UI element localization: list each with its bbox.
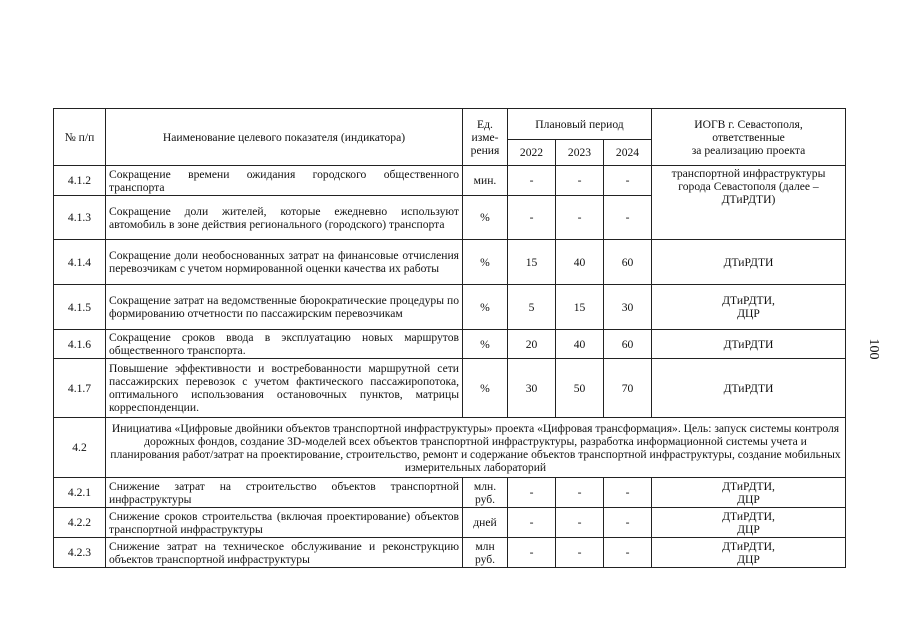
row-resp: ДТиРДТИ, ДЦР — [652, 478, 846, 508]
row-2024: 70 — [604, 359, 652, 418]
row-num: 4.1.3 — [54, 196, 106, 240]
row-name: Сокращение затрат на ведомственные бюрократические процедуры по формированию отчетности по пассажирским перевозчикам — [106, 285, 463, 330]
indicators-table — [53, 108, 846, 568]
row-2023: - — [556, 538, 604, 568]
header-resp: ИОГВ г. Севастополя, ответственные за реализацию проекта — [652, 109, 846, 166]
row-2024: 30 — [604, 285, 652, 330]
row-2023: 50 — [556, 359, 604, 418]
initiative-num: 4.2 — [54, 418, 106, 478]
row-2023: - — [556, 508, 604, 538]
row-name: Сокращение времени ожидания городского общественного транспорта — [106, 166, 463, 196]
row-num: 4.1.4 — [54, 240, 106, 285]
header-year-2022: 2022 — [508, 140, 556, 166]
row-num: 4.1.7 — [54, 359, 106, 418]
row-2023: 40 — [556, 330, 604, 359]
row-2022: 30 — [508, 359, 556, 418]
row-2023: 40 — [556, 240, 604, 285]
initiative-text: Инициатива «Цифровые двойники объектов транспортной инфраструктуры» проекта «Цифровая трансформация». Цель: запуск системы контроля дорожных фондов, создание 3D-моделей всех объектов транспортной инфраструктуры, разработка информационной системы учета и планирования работ/затрат на проектирование, строительство, ремонт и содержание объектов транспортной инфраструктуры, создание мобильных измерительных лабораторий — [106, 418, 846, 478]
page-number: 100 — [866, 338, 881, 360]
row-unit: млн. руб. — [463, 478, 508, 508]
row-unit: дней — [463, 508, 508, 538]
initiative-row — [54, 418, 846, 478]
row-2022: - — [508, 478, 556, 508]
row-unit: % — [463, 330, 508, 359]
row-unit: мин. — [463, 166, 508, 196]
row-2022: - — [508, 538, 556, 568]
merged-resp-text: транспортной инфраструктуры города Севастополя (далее – ДТиРДТИ) — [671, 167, 826, 206]
row-2022: 20 — [508, 330, 556, 359]
row-resp: ДТиРДТИ — [652, 240, 846, 285]
header-num: № п/п — [54, 109, 106, 166]
row-name: Снижение сроков строительства (включая проектирование) объектов транспортной инфраструктуры — [106, 508, 463, 538]
table-row — [54, 508, 846, 538]
table-row — [54, 166, 846, 196]
row-unit: % — [463, 285, 508, 330]
table-row — [54, 330, 846, 359]
row-resp: ДТиРДТИ, ДЦР — [652, 508, 846, 538]
row-name: Повышение эффективности и востребованности маршрутной сети пассажирских перевозок с учетом фактического пассажиропотока, оптимального использования остановочных пунктов, матрицы корреспонденции. — [106, 359, 463, 418]
row-2024: - — [604, 166, 652, 196]
row-num: 4.2.3 — [54, 538, 106, 568]
row-2022: - — [508, 508, 556, 538]
row-unit: % — [463, 196, 508, 240]
header-name: Наименование целевого показателя (индикатора) — [106, 109, 463, 166]
table-row — [54, 538, 846, 568]
row-resp: ДТиРДТИ — [652, 359, 846, 418]
table-row — [54, 359, 846, 418]
row-2022: 5 — [508, 285, 556, 330]
row-2022: - — [508, 166, 556, 196]
row-2024: 60 — [604, 240, 652, 285]
row-resp: ДТиРДТИ, ДЦР — [652, 285, 846, 330]
row-2022: - — [508, 196, 556, 240]
row-name: Снижение затрат на техническое обслуживание и реконструкцию объектов транспортной инфраструктуры — [106, 538, 463, 568]
row-num: 4.2.2 — [54, 508, 106, 538]
row-name: Снижение затрат на строительство объектов транспортной инфраструктуры — [106, 478, 463, 508]
row-resp: ДТиРДТИ, ДЦР — [652, 538, 846, 568]
row-2023: - — [556, 478, 604, 508]
row-2024: - — [604, 196, 652, 240]
row-2022: 15 — [508, 240, 556, 285]
row-2024: - — [604, 538, 652, 568]
table-row — [54, 478, 846, 508]
header-year-2023: 2023 — [556, 140, 604, 166]
row-name: Сокращение сроков ввода в эксплуатацию новых маршрутов общественного транспорта. — [106, 330, 463, 359]
row-num: 4.2.1 — [54, 478, 106, 508]
row-num: 4.1.5 — [54, 285, 106, 330]
row-unit: % — [463, 240, 508, 285]
table-row — [54, 240, 846, 285]
row-num: 4.1.2 — [54, 166, 106, 196]
row-2024: 60 — [604, 330, 652, 359]
row-unit: % — [463, 359, 508, 418]
row-resp-merged — [652, 166, 846, 240]
header-unit: Ед. изме- рения — [463, 109, 508, 166]
row-2023: 15 — [556, 285, 604, 330]
table-row — [54, 285, 846, 330]
row-2023: - — [556, 196, 604, 240]
row-name: Сокращение доли необоснованных затрат на финансовые отчисления перевозчикам с учетом нормированной оценки качества их работы — [106, 240, 463, 285]
row-resp: ДТиРДТИ — [652, 330, 846, 359]
row-2023: - — [556, 166, 604, 196]
row-unit: млн руб. — [463, 538, 508, 568]
row-2024: - — [604, 508, 652, 538]
header-year-2024: 2024 — [604, 140, 652, 166]
header-period: Плановый период — [508, 109, 652, 140]
row-name: Сокращение доли жителей, которые ежедневно используют автомобиль в зоне действия регионального (городского) транспорта — [106, 196, 463, 240]
row-num: 4.1.6 — [54, 330, 106, 359]
row-2024: - — [604, 478, 652, 508]
